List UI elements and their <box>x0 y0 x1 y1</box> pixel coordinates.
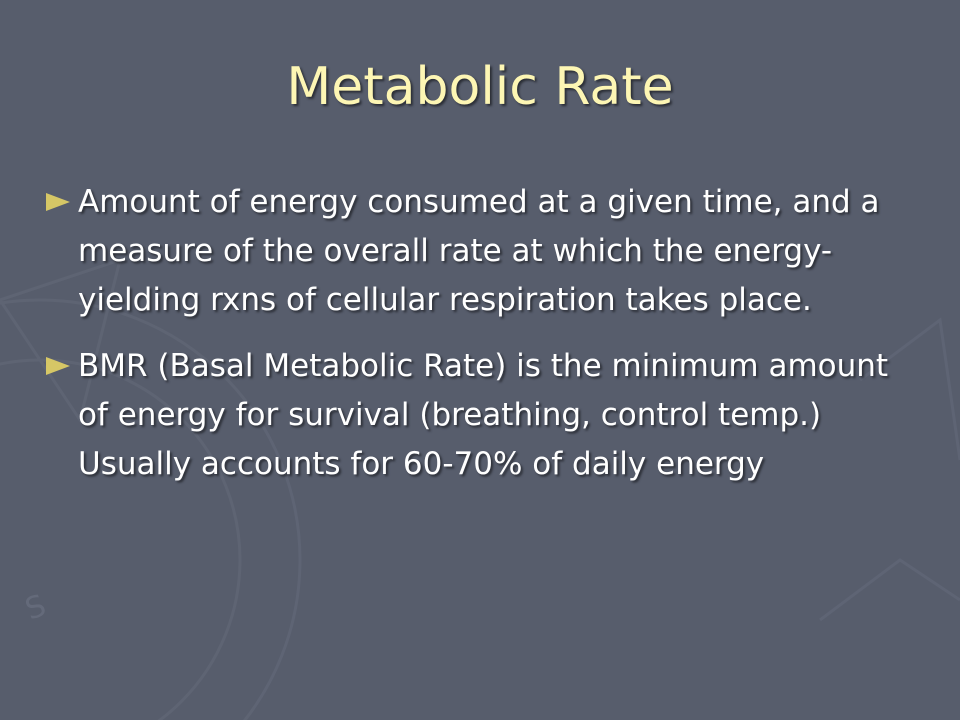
svg-text:S: S <box>20 588 51 628</box>
bullet-list <box>44 178 924 506</box>
bullet-text: Amount of energy consumed at a given time, and a measure of the overall rate at which the energy-yielding rxns of cellular respiration takes place. <box>78 184 880 318</box>
bullet-item <box>44 178 924 325</box>
bullet-item <box>44 342 924 489</box>
arrow-bullet-icon <box>46 193 70 211</box>
slide-title: Metabolic Rate <box>286 57 674 117</box>
arrow-bullet-icon <box>46 357 70 375</box>
bullet-text: BMR (Basal Metabolic Rate) is the minimum amount of energy for survival (breathing, control temp.) Usually accounts for 60-70% of daily energy <box>78 348 889 482</box>
